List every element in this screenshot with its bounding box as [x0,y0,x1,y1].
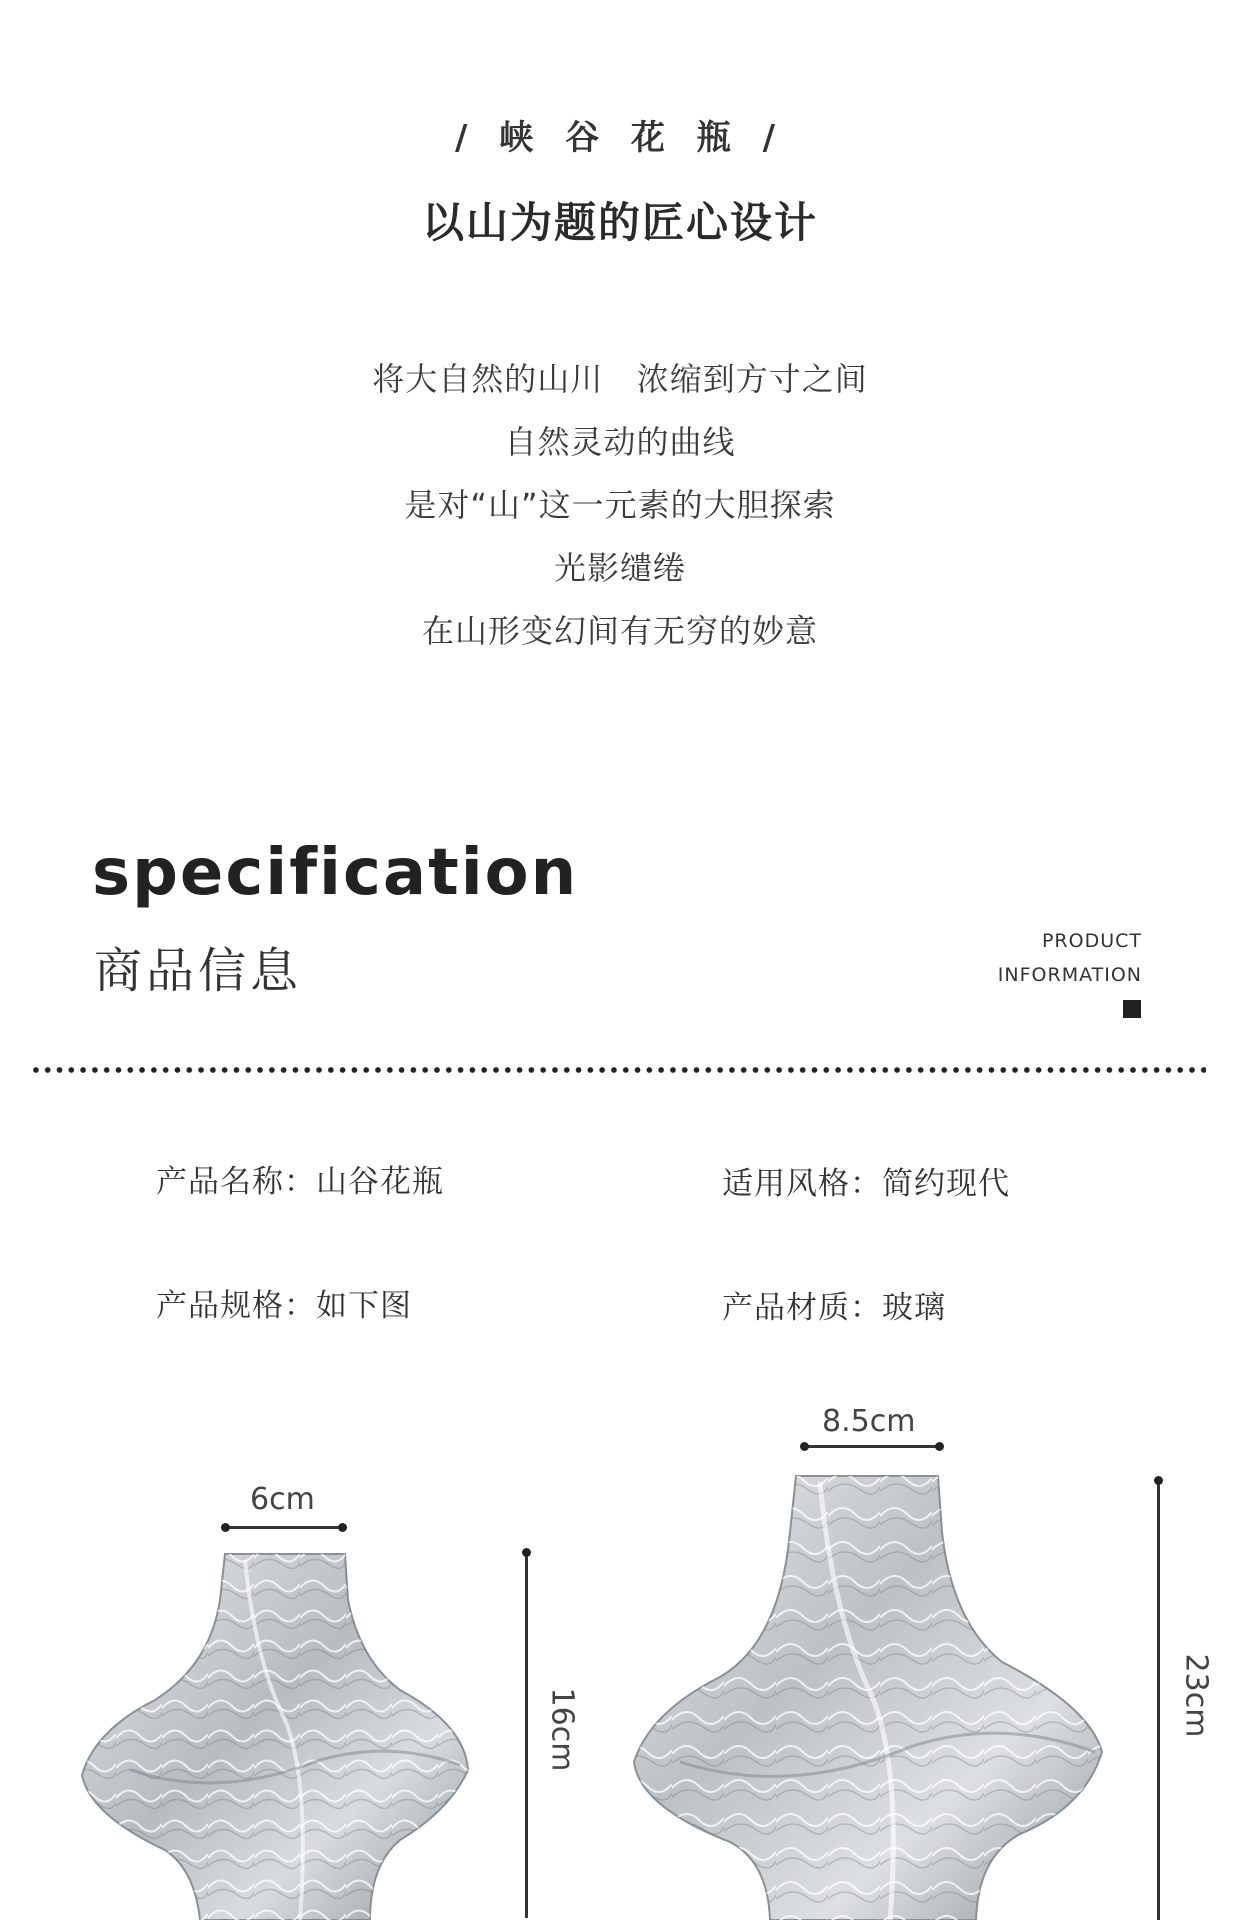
intro-line: 自然灵动的曲线 [504,423,736,461]
small-vase-width-label: 6cm [250,1482,315,1517]
dimension-endpoint-icon [935,1442,944,1451]
dimension-endpoint-icon [800,1442,809,1451]
intro-line: 光影缱绻 [553,549,686,587]
large-vase-width-line [804,1445,940,1448]
spec-subtitle: 商品信息 [94,943,303,999]
dimension-endpoint-icon [221,1523,230,1532]
dotted-divider [30,1066,1206,1074]
intro-line: 是对“山”这一元素的大胆探索 [404,486,836,524]
product-size: 产品规格：如下图 [156,1288,412,1324]
product-style: 适用风格：简约现代 [722,1166,1010,1202]
large-vase-image [620,1462,1120,1920]
large-vase-height-line [1157,1480,1160,1920]
intro-text [0,348,1240,663]
product-information-badge [998,924,1142,992]
large-vase-width-label: 8.5cm [822,1404,916,1439]
dimension-endpoint-icon [338,1523,347,1532]
small-vase-height-line [525,1552,528,1918]
intro-line: 在山形变幻间有无穷的妙意 [421,612,818,650]
square-marker-icon [1123,1000,1141,1018]
large-vase-height-label: 23cm [1178,1653,1214,1738]
product-name: 产品名称：山谷花瓶 [156,1164,444,1200]
small-vase-height-label: 16cm [544,1687,580,1772]
series-title: / 峡 谷 花 瓶 / [454,118,786,158]
dimension-endpoint-icon [522,1548,531,1557]
small-vase-width-line [225,1526,343,1529]
badge-line: PRODUCT [1041,930,1142,952]
headline: 以山为题的匠心设计 [421,198,818,247]
small-vase-image [70,1540,490,1920]
spec-title: specification [92,836,579,910]
badge-line: INFORMATION [997,964,1142,986]
dimension-endpoint-icon [1154,1476,1163,1485]
product-material: 产品材质：玻璃 [722,1290,946,1326]
intro-line: 将大自然的山川 浓缩到方寸之间 [372,360,868,398]
